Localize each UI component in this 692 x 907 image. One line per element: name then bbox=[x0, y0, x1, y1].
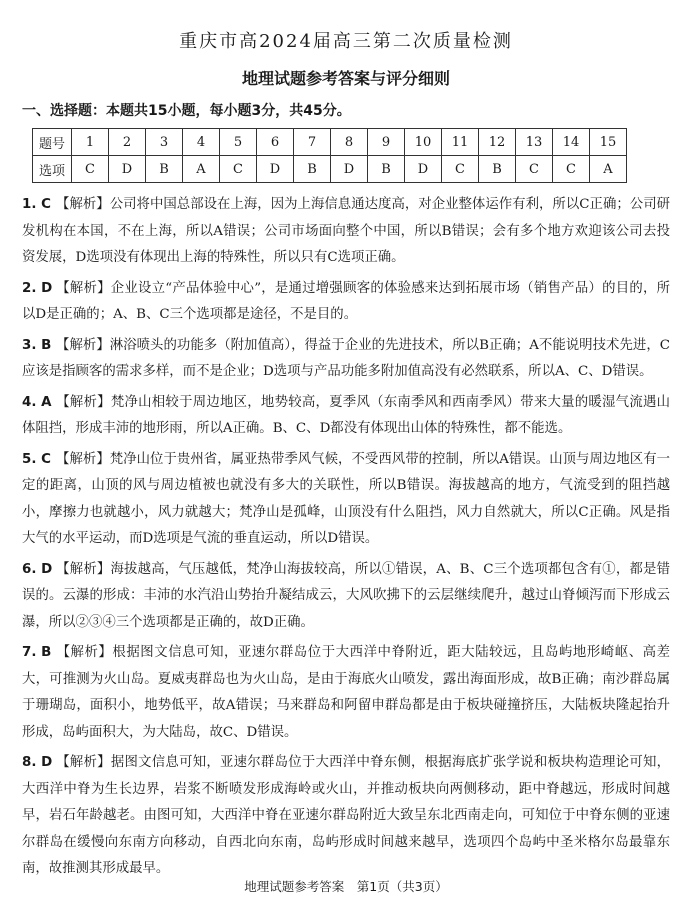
item-number: 8. D bbox=[22, 755, 53, 770]
question-number-cell: 15 bbox=[590, 129, 627, 156]
answer-cell: C bbox=[220, 156, 257, 183]
exam-title: 重庆市高2024届高三第二次质量检测 bbox=[179, 31, 513, 52]
explanation-item bbox=[22, 557, 670, 637]
question-number-cell: 9 bbox=[368, 129, 405, 156]
item-number: 5. C bbox=[22, 451, 51, 467]
answer-row bbox=[33, 156, 627, 183]
item-number: 1. C bbox=[22, 197, 51, 212]
question-number-cell: 2 bbox=[109, 129, 146, 156]
question-number-cell: 5 bbox=[220, 129, 257, 156]
row-label-answer: 选项 bbox=[33, 156, 72, 183]
answer-cell: C bbox=[442, 156, 479, 183]
page-footer: 地理试题参考答案 第1页（共3页） bbox=[244, 879, 448, 894]
answer-cell: A bbox=[590, 156, 627, 183]
item-number: 6. D bbox=[22, 561, 53, 577]
explanation-item bbox=[22, 750, 670, 883]
analysis-tag: 【解析】 bbox=[56, 561, 111, 577]
answer-cell: B bbox=[479, 156, 516, 183]
explanation-text: 梵净山位于贵州省，属亚热带季风气候，不受西风带的控制，所以A错误。山顶与周边地区有一定的距离，山顶的风与周边植被也就没有多大的关联性，所以B错误。海拔越高的地方，气流受到的阻挡越小，摩擦力也就越小，风力就越大；梵净山是孤峰，山顶没有什么阻挡，风力自然就大，所以C正确。风是指大气的水平运动，而D选项是气流的垂直运动，所以D错误。 bbox=[22, 451, 671, 546]
analysis-tag: 【解析】 bbox=[56, 755, 111, 770]
analysis-tag: 【解析】 bbox=[56, 394, 111, 410]
analysis-tag: 【解析】 bbox=[56, 197, 110, 212]
answer-cell: A bbox=[183, 156, 220, 183]
answer-table bbox=[32, 128, 627, 183]
answer-cell: B bbox=[368, 156, 405, 183]
item-number: 2. D bbox=[22, 280, 53, 296]
question-number-cell: 3 bbox=[146, 129, 183, 156]
explanation-text: 据图文信息可知，亚速尔群岛位于大西洋中脊东侧，根据海底扩张学说和板块构造理论可知，大西洋中脊为生长边界，岩浆不断喷发形成海岭或火山，并推动板块向两侧移动，距中脊越远，形成时间越早，岩石年龄越老。由图可知，大西洋中脊在亚速尔群岛附近大致呈东北西南走向，可知位于中脊东侧的亚速尔群岛在缓慢向东南方向移动，自西北向东南，岛屿形成时间越来越早，选项四个岛屿中圣米格尔岛最靠东南，故推测其形成最早。 bbox=[22, 755, 671, 876]
analysis-tag: 【解析】 bbox=[56, 280, 111, 296]
item-number: 7. B bbox=[22, 645, 52, 660]
question-number-cell: 4 bbox=[183, 129, 220, 156]
explanation-item bbox=[22, 640, 670, 746]
explanation-item bbox=[22, 276, 670, 329]
explanation-list bbox=[22, 192, 670, 883]
explanation-text: 企业设立“产品体验中心”，是通过增强顾客的体验感来达到拓展市场（销售产品）的目的，所以D是正确的；A、B、C三个选项都是途径，不是目的。 bbox=[22, 280, 670, 322]
document-subtitle: 地理试题参考答案与评分细则 bbox=[241, 69, 450, 88]
answer-cell: D bbox=[257, 156, 294, 183]
question-number-cell: 12 bbox=[479, 129, 516, 156]
explanation-text: 淋浴喷头的功能多（附加值高），得益于企业的先进技术，所以B正确；A不能说明技术先进，C应该是指顾客的需求多样，而不是企业；D选项与产品功能多附加值高没有必然联系，所以A、C、D错误。 bbox=[22, 337, 671, 379]
analysis-tag: 【解析】 bbox=[56, 451, 110, 467]
answer-cell: B bbox=[146, 156, 183, 183]
question-number-cell: 8 bbox=[331, 129, 368, 156]
answer-cell: C bbox=[72, 156, 109, 183]
question-number-cell: 11 bbox=[442, 129, 479, 156]
answer-cell: C bbox=[553, 156, 590, 183]
explanation-text: 海拔越高，气压越低，梵净山海拔较高，所以①错误，A、B、C三个选项都包含有①，都是错误的。云瀑的形成：丰沛的水汽沿山势抬升凝结成云，大风吹拂下的云层继续爬升，越过山脊倾泻而下形成云瀑，所以②③④三个选项都是正确的，故D正确。 bbox=[22, 561, 670, 630]
question-number-cell: 6 bbox=[257, 129, 294, 156]
question-number-cell: 7 bbox=[294, 129, 331, 156]
answer-cell: B bbox=[294, 156, 331, 183]
question-number-cell: 13 bbox=[516, 129, 553, 156]
question-number-cell: 1 bbox=[72, 129, 109, 156]
answer-cell: D bbox=[331, 156, 368, 183]
explanation-item bbox=[22, 447, 670, 553]
explanation-text: 根据图文信息可知，亚速尔群岛位于大西洋中脊附近，距大陆较远，且岛屿地形崎岖、高差大，可推测为火山岛。夏威夷群岛也为火山岛，是由于海底火山喷发，露出海面形成，故B正确；南沙群岛属于珊瑚岛，面积小，地势低平，故A错误；马来群岛和阿留申群岛都是由于板块碰撞挤压，大陆板块隆起抬升形成，岛屿面积大，为大陆岛，故C、D错误。 bbox=[22, 645, 671, 740]
item-number: 3. B bbox=[22, 337, 52, 353]
question-number-row bbox=[33, 129, 627, 156]
analysis-tag: 【解析】 bbox=[56, 337, 110, 353]
explanation-item bbox=[22, 390, 670, 443]
section-heading: 一、选择题：本题共15小题，每小题3分，共45分。 bbox=[22, 103, 351, 119]
explanation-text: 梵净山相较于周边地区，地势较高，夏季风（东南季风和西南季风）带来大量的暖湿气流遇山体阻挡，形成丰沛的地形雨，所以A正确。B、C、D都没有体现出山体的特殊性，都不能选。 bbox=[22, 394, 671, 436]
answer-cell: C bbox=[516, 156, 553, 183]
analysis-tag: 【解析】 bbox=[56, 645, 113, 660]
explanation-item bbox=[22, 192, 670, 272]
explanation-text: 公司将中国总部设在上海，因为上海信息通达度高，对企业整体运作有利，所以C正确；公司研发机构在本国，不在上海，所以A错误；公司市场面向整个中国，所以B错误；会有多个地方欢迎该公司去投资发展，D选项没有体现出上海的特殊性，所以只有C选项正确。 bbox=[22, 197, 671, 265]
answer-cell: D bbox=[405, 156, 442, 183]
question-number-cell: 10 bbox=[405, 129, 442, 156]
question-number-cell: 14 bbox=[553, 129, 590, 156]
answer-cell: D bbox=[109, 156, 146, 183]
explanation-item bbox=[22, 333, 670, 386]
item-number: 4. A bbox=[22, 394, 52, 410]
row-label-number: 题号 bbox=[33, 129, 72, 156]
